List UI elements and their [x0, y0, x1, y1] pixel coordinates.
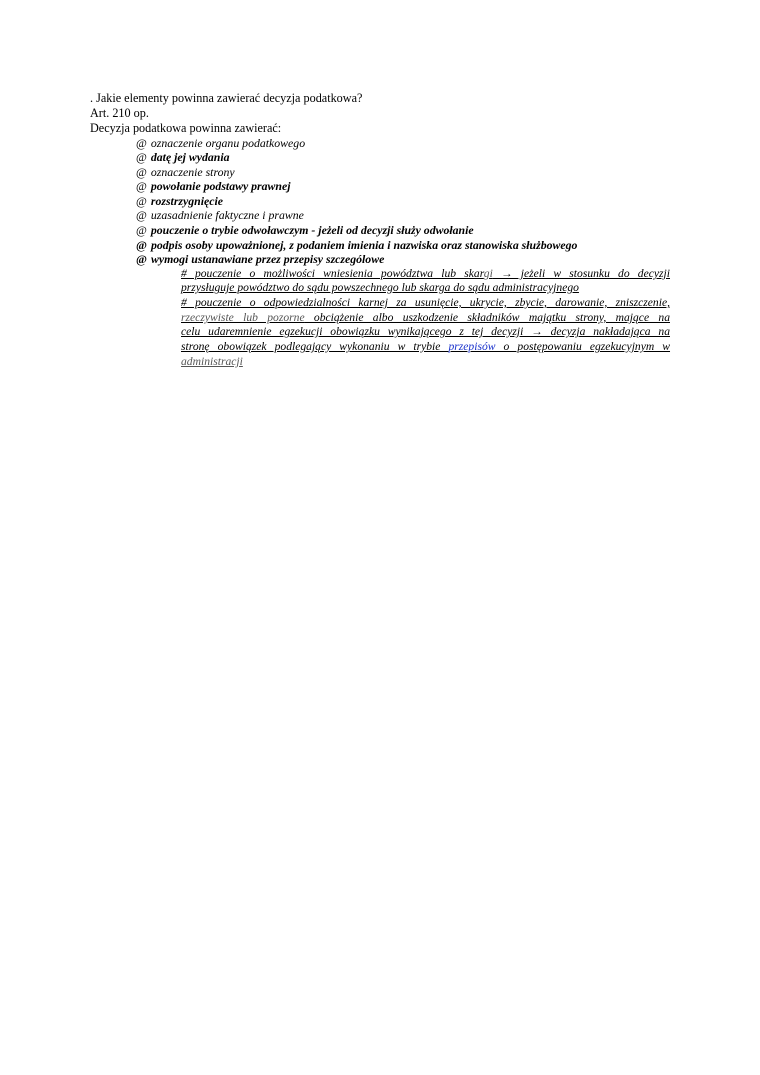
intro-text: Decyzja podatkowa powinna zawierać: [90, 121, 282, 135]
list-item-text: oznaczenie organu podatkowego [150, 136, 306, 150]
sub-item-line: rzeczywiste lub pozorne obciążenie albo uszkodzenie składników majątku strony, mające na [181, 311, 670, 324]
bullet-at: @ [136, 150, 147, 164]
bullet-at: @ [136, 194, 147, 208]
list-item [136, 223, 474, 237]
bullet-at: @ [136, 208, 147, 222]
bullet-at: @ [136, 223, 147, 237]
sub-item-line: administracji [181, 355, 243, 368]
przepisow-link[interactable]: przepisów [448, 340, 496, 353]
list-item [136, 136, 305, 150]
list-item-text: wymogi ustanawiane przez przepisy szczególowe [150, 252, 385, 266]
list-item [136, 179, 291, 193]
list-item [136, 150, 230, 164]
question-heading: . Jakie elementy powinna zawierać decyzja podatkowa? [90, 91, 363, 105]
bullet-at: @ [136, 252, 147, 266]
list-item [136, 208, 304, 222]
list-item [136, 238, 577, 252]
sub-item-line: celu udaremnienie egzekucji obowiązku wynikającego z tej decyzji → decyzja nakładająca na [181, 325, 670, 338]
bullet-at: @ [136, 238, 147, 252]
sub-item-line: # pouczenie o odpowiedzialności karnej za usunięcie, ukrycie, zbycie, darowanie, zniszczenie, [181, 296, 670, 309]
list-item-text: podpis osoby upoważnionej, z podaniem imienia i nazwiska oraz stanowiska służbowego [150, 238, 578, 252]
list-item-text: datę jej wydania [150, 150, 230, 164]
bullet-at: @ [136, 165, 147, 179]
list-item [136, 252, 384, 266]
list-item-text: pouczenie o trybie odwoławczym - jeżeli od decyzji służy odwołanie [150, 223, 474, 237]
sub-item-line: stronę obowiązek podlegający wykonaniu w trybie przepisów o postępowaniu egzekucyjnym w [181, 340, 671, 353]
article-reference: Art. 210 op. [90, 106, 149, 120]
list-item-text: powołanie podstawy prawnej [150, 179, 291, 193]
list-item-text: uzasadnienie faktyczne i prawne [150, 208, 304, 222]
list-item [136, 194, 223, 208]
sub-item-line: przysługuje powództwo do sądu powszechnego lub skarga do sądu administracyjnego [181, 281, 579, 294]
bullet-at: @ [136, 136, 147, 150]
list-item-text: oznaczenie strony [150, 165, 235, 179]
list-item [136, 165, 235, 179]
list-item-text: rozstrzygnięcie [150, 194, 223, 208]
sub-item-line: # pouczenie o możliwości wniesienia powództwa lub skargi → jeżeli w stosunku do decyzji [181, 267, 670, 280]
bullet-at: @ [136, 179, 147, 193]
